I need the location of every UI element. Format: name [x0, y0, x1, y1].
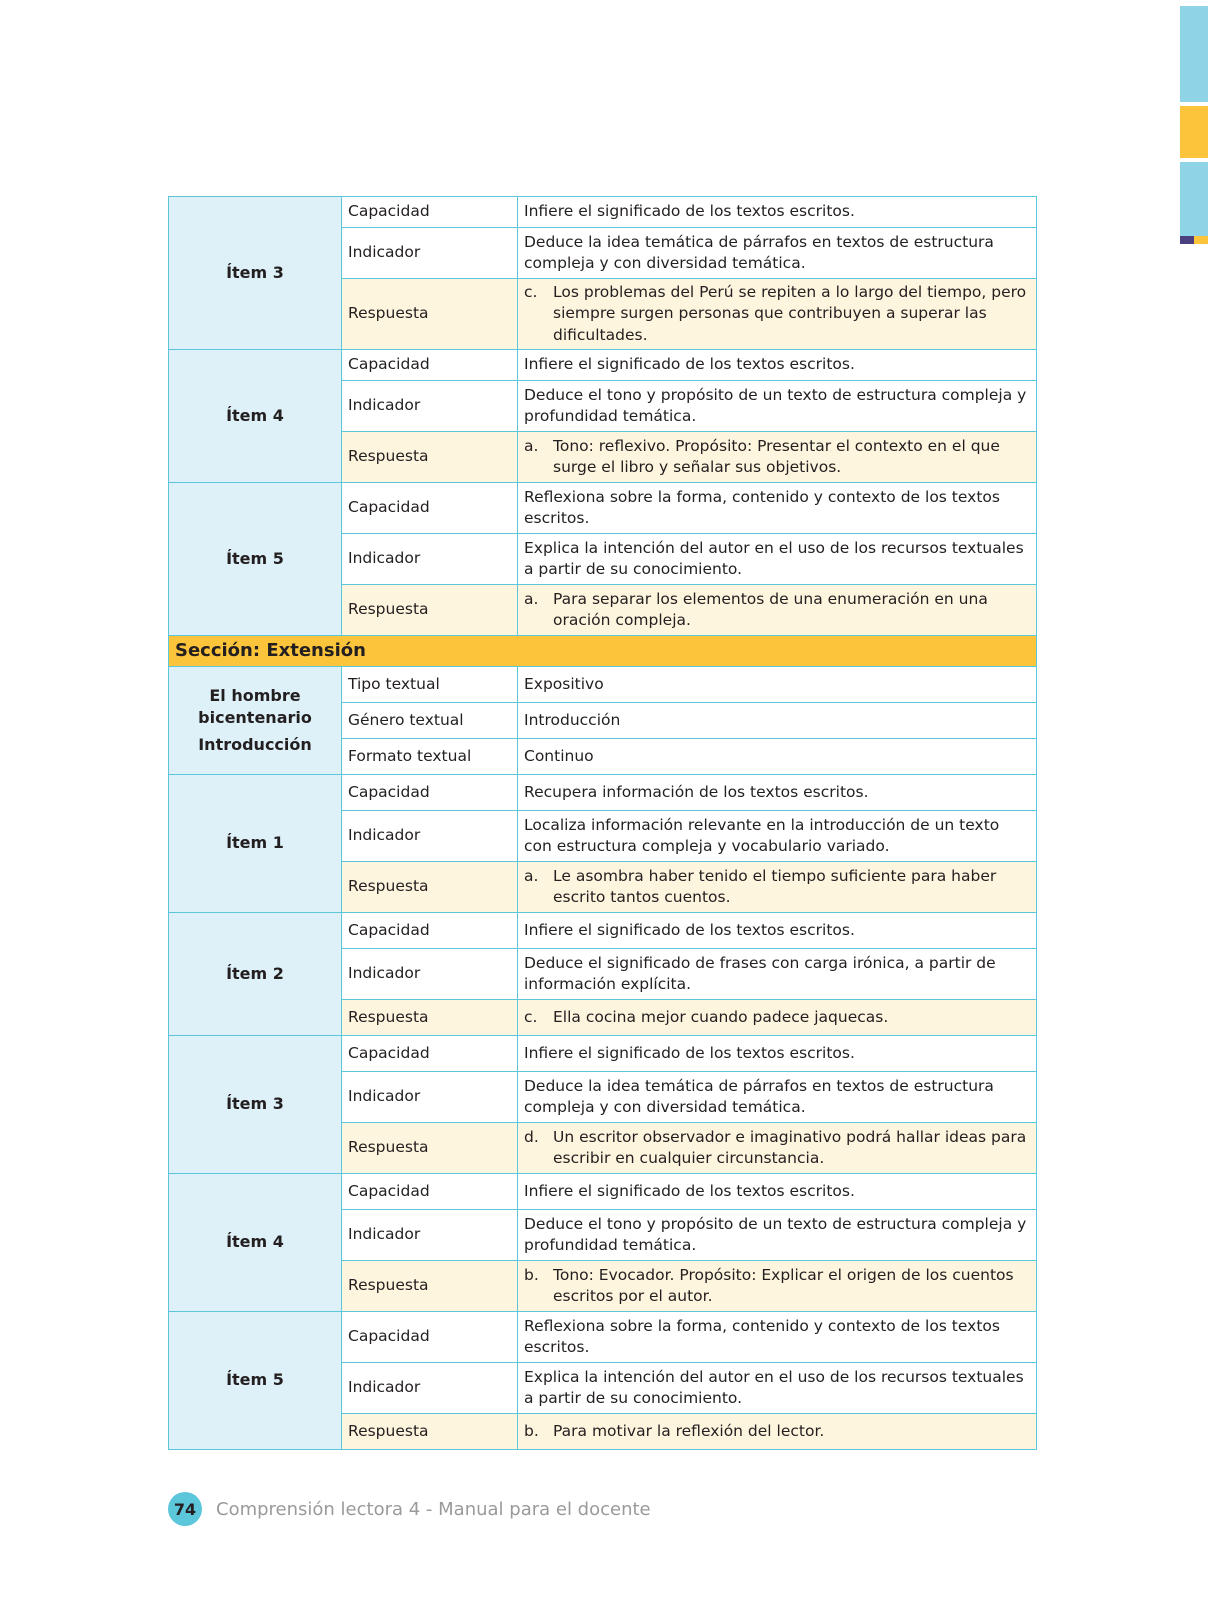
answer-option	[524, 436, 1030, 479]
indicador-text: Localiza información relevante en la introducción de un texto con estructura compleja y vocabulario variado.	[518, 811, 1037, 862]
capacidad-label: Capacidad	[342, 1036, 518, 1072]
answer-letter: a.	[524, 589, 539, 608]
answer-text: Le asombra haber tenido el tiempo suficiente para haber escrito tantos cuentos.	[553, 866, 997, 906]
respuesta-cell	[518, 1261, 1037, 1312]
respuesta-label: Respuesta	[342, 862, 518, 913]
indicador-text: Deduce la idea temática de párrafos en textos de estructura compleja y con diversidad temática.	[518, 228, 1037, 279]
capacidad-text: Reflexiona sobre la forma, contenido y contexto de los textos escritos.	[518, 1312, 1037, 1363]
respuesta-label: Respuesta	[342, 1000, 518, 1036]
capacidad-row	[169, 1036, 1037, 1072]
capacidad-label: Capacidad	[342, 775, 518, 811]
side-tab-blue	[1180, 6, 1208, 102]
answer-text: Para motivar la reflexión del lector.	[553, 1421, 825, 1440]
answer-key-table	[168, 196, 1037, 1450]
answer-option	[524, 1265, 1030, 1308]
item-label: Ítem 1	[169, 775, 342, 913]
respuesta-cell	[518, 432, 1037, 483]
answer-option	[524, 282, 1030, 346]
indicador-label: Indicador	[342, 1072, 518, 1123]
answer-text: Ella cocina mejor cuando padece jaquecas.	[553, 1007, 889, 1026]
prop-label: Género textual	[342, 703, 518, 739]
capacidad-row	[169, 1312, 1037, 1363]
answer-option	[524, 1421, 1030, 1442]
answer-text: Tono: reflexivo. Propósito: Presentar el contexto en el que surge el libro y señalar sus objetivos.	[553, 436, 1000, 476]
capacidad-row	[169, 350, 1037, 381]
answer-text: Tono: Evocador. Propósito: Explicar el origen de los cuentos escritos por el autor.	[553, 1265, 1014, 1305]
respuesta-label: Respuesta	[342, 585, 518, 636]
respuesta-label: Respuesta	[342, 1414, 518, 1450]
side-tabs	[1180, 6, 1208, 244]
item-label: Ítem 5	[169, 1312, 342, 1450]
indicador-label: Indicador	[342, 949, 518, 1000]
indicador-text: Deduce el tono y propósito de un texto de estructura compleja y profundidad temática.	[518, 381, 1037, 432]
prop-value: Expositivo	[518, 667, 1037, 703]
capacidad-text: Reflexiona sobre la forma, contenido y contexto de los textos escritos.	[518, 483, 1037, 534]
side-tab-blue-2	[1180, 162, 1208, 236]
capacidad-label: Capacidad	[342, 350, 518, 381]
respuesta-label: Respuesta	[342, 1261, 518, 1312]
prop-value: Introducción	[518, 703, 1037, 739]
capacidad-text: Infiere el significado de los textos escritos.	[518, 1036, 1037, 1072]
respuesta-cell	[518, 279, 1037, 350]
capacidad-text: Infiere el significado de los textos escritos.	[518, 1174, 1037, 1210]
capacidad-label: Capacidad	[342, 197, 518, 228]
indicador-text: Deduce el tono y propósito de un texto de estructura compleja y profundidad temática.	[518, 1210, 1037, 1261]
section-row	[169, 636, 1037, 667]
answer-option	[524, 866, 1030, 909]
capacidad-row	[169, 913, 1037, 949]
item-label: Ítem 5	[169, 483, 342, 636]
item-label: Ítem 4	[169, 350, 342, 483]
indicador-label: Indicador	[342, 1210, 518, 1261]
answer-letter: b.	[524, 1265, 539, 1284]
respuesta-cell	[518, 1414, 1037, 1450]
answer-letter: c.	[524, 1007, 538, 1026]
item-label: Ítem 3	[169, 197, 342, 350]
indicador-text: Deduce el significado de frases con carga irónica, a partir de información explícita.	[518, 949, 1037, 1000]
answer-letter: a.	[524, 866, 539, 885]
answer-letter: d.	[524, 1127, 539, 1146]
indicador-label: Indicador	[342, 1363, 518, 1414]
indicador-text: Explica la intención del autor en el uso de los recursos textuales a partir de su conocimiento.	[518, 1363, 1037, 1414]
answer-option	[524, 1007, 1030, 1028]
capacidad-row	[169, 1174, 1037, 1210]
respuesta-cell	[518, 862, 1037, 913]
capacidad-text: Recupera información de los textos escritos.	[518, 775, 1037, 811]
capacidad-text: Infiere el significado de los textos escritos.	[518, 913, 1037, 949]
side-tab-yellow	[1180, 106, 1208, 158]
item-label: Ítem 2	[169, 913, 342, 1036]
indicador-label: Indicador	[342, 811, 518, 862]
prop-value: Continuo	[518, 739, 1037, 775]
capacidad-row	[169, 483, 1037, 534]
respuesta-label: Respuesta	[342, 432, 518, 483]
side-tab-stripe	[1180, 236, 1208, 244]
answer-option	[524, 1127, 1030, 1170]
respuesta-cell	[518, 585, 1037, 636]
indicador-label: Indicador	[342, 534, 518, 585]
respuesta-label: Respuesta	[342, 1123, 518, 1174]
respuesta-label: Respuesta	[342, 279, 518, 350]
prop-label: Formato textual	[342, 739, 518, 775]
section-title: Sección: Extensión	[169, 636, 1037, 667]
answer-letter: a.	[524, 436, 539, 455]
capacidad-row	[169, 197, 1037, 228]
respuesta-cell	[518, 1123, 1037, 1174]
indicador-label: Indicador	[342, 228, 518, 279]
footer-title: Comprensión lectora 4 - Manual para el docente	[216, 1498, 651, 1520]
indicador-text: Explica la intención del autor en el uso de los recursos textuales a partir de su conocimiento.	[518, 534, 1037, 585]
prop-label: Tipo textual	[342, 667, 518, 703]
answer-text: Para separar los elementos de una enumeración en una oración compleja.	[553, 589, 988, 629]
page-number: 74	[168, 1492, 202, 1526]
indicador-text: Deduce la idea temática de párrafos en textos de estructura compleja y con diversidad temática.	[518, 1072, 1037, 1123]
work-title	[175, 685, 335, 756]
capacidad-label: Capacidad	[342, 483, 518, 534]
answer-text: Un escritor observador e imaginativo podrá hallar ideas para escribir en cualquier circunstancia.	[553, 1127, 1027, 1167]
indicador-label: Indicador	[342, 381, 518, 432]
answer-letter: b.	[524, 1421, 539, 1440]
capacidad-row	[169, 775, 1037, 811]
answer-text: Los problemas del Perú se repiten a lo largo del tiempo, pero siempre surgen personas que contribuyen a superar las dificultades.	[553, 282, 1027, 344]
capacidad-text: Infiere el significado de los textos escritos.	[518, 350, 1037, 381]
item-label: Ítem 3	[169, 1036, 342, 1174]
work-name: El hombre bicentenario	[198, 686, 312, 727]
item-label: Ítem 4	[169, 1174, 342, 1312]
capacidad-label: Capacidad	[342, 1312, 518, 1363]
work-title-cell	[169, 667, 342, 775]
answer-option	[524, 589, 1030, 632]
respuesta-cell	[518, 1000, 1037, 1036]
capacidad-text: Infiere el significado de los textos escritos.	[518, 197, 1037, 228]
answer-letter: c.	[524, 282, 538, 301]
work-subtitle: Introducción	[198, 735, 312, 755]
capacidad-label: Capacidad	[342, 913, 518, 949]
page-footer	[168, 1492, 651, 1526]
capacidad-label: Capacidad	[342, 1174, 518, 1210]
work-prop-row	[169, 667, 1037, 703]
